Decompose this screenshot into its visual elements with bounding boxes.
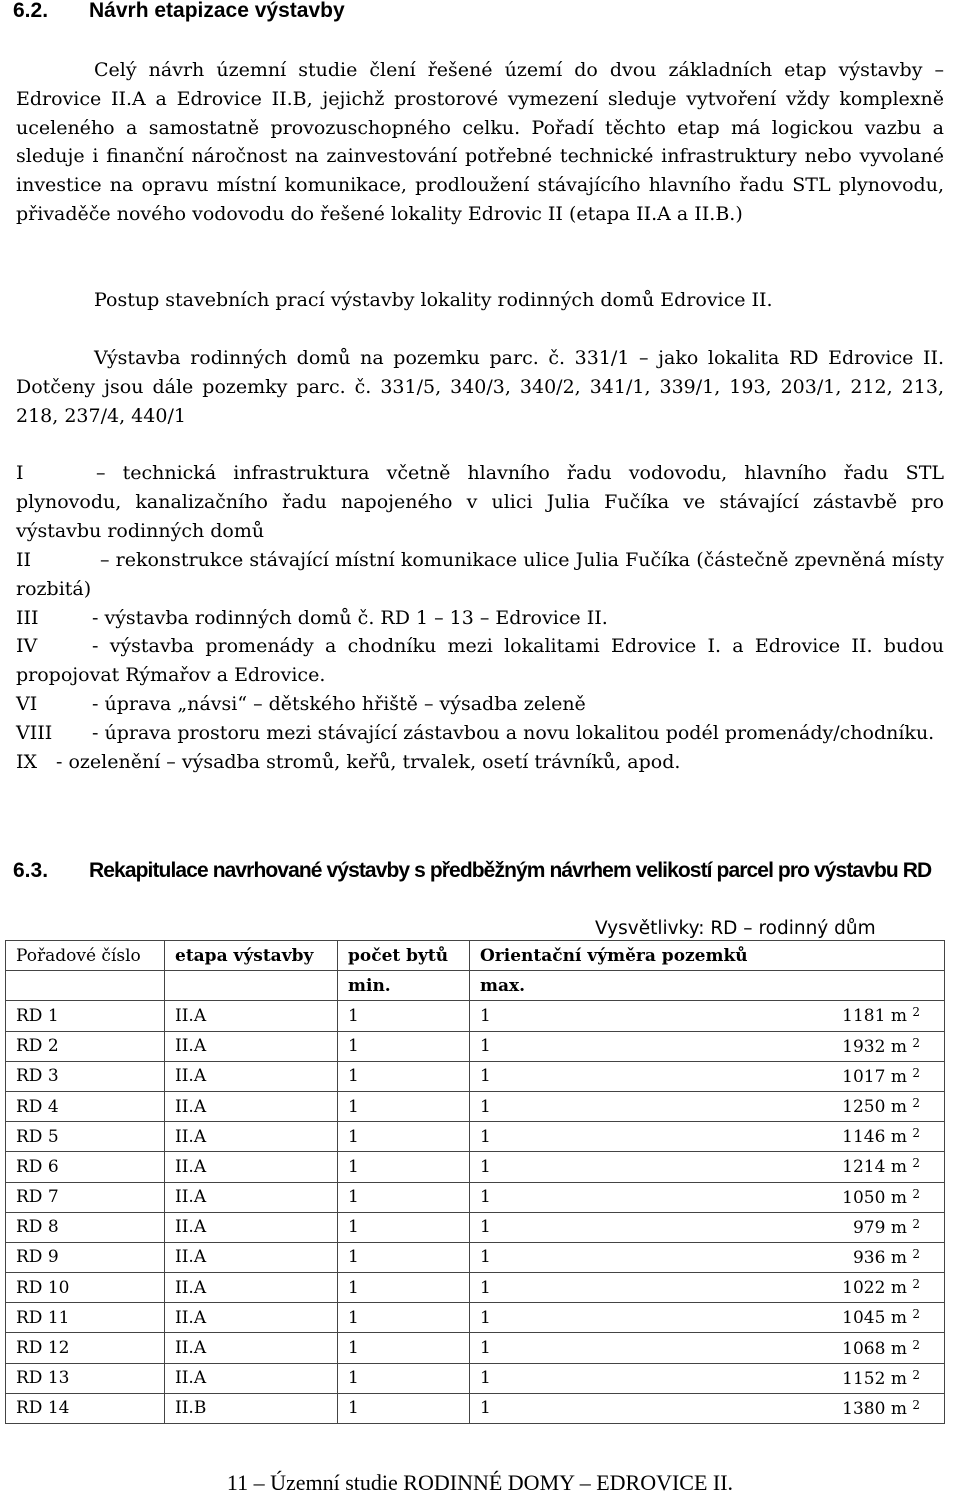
- section-number: 6.3.: [13, 859, 49, 882]
- area-unit-superscript: 2: [912, 1367, 920, 1382]
- table-cell: 1: [470, 1122, 821, 1152]
- step-text: - výstavba promenády a chodníku mezi lokalitami Edrovice I. a Edrovice II. budou propojovat Rýmařov a Edrovice.: [16, 635, 944, 687]
- list-item: [16, 546, 944, 604]
- table-cell: 1: [470, 1182, 821, 1212]
- area-value: 1045 m: [842, 1308, 907, 1329]
- table-cell: [820, 1333, 945, 1363]
- area-unit-superscript: 2: [912, 1096, 920, 1111]
- table-cell: [820, 1001, 945, 1031]
- table-cell: 1: [338, 1242, 470, 1272]
- table-row: [6, 1001, 945, 1031]
- table-cell: 1: [338, 1273, 470, 1303]
- table-cell: 1: [470, 1061, 821, 1091]
- table-subheader-cell: min.: [338, 971, 470, 1001]
- area-unit-superscript: 2: [912, 1246, 920, 1261]
- step-text: - úprava „návsi“ – dětského hřiště – výsadba zeleně: [92, 693, 586, 716]
- table-cell: 1: [338, 1122, 470, 1152]
- table-cell: II.B: [165, 1393, 338, 1423]
- table-cell: II.A: [165, 1091, 338, 1121]
- area-value: 1017 m: [842, 1066, 907, 1087]
- section-heading-6-2: [13, 0, 345, 23]
- section-title: Návrh etapizace výstavby: [89, 0, 345, 22]
- area-unit-superscript: 2: [912, 1277, 920, 1292]
- table-cell: [820, 1182, 945, 1212]
- table-cell: RD 11: [6, 1303, 165, 1333]
- parcel-paragraph: Výstavba rodinných domů na pozemku parc. č. 331/1 – jako lokalita RD Edrovice II. Dotčeny jsou dále pozemky parc. č. 331/5, 340/3, 340/2, 341/1, 339/1, 193, 203/1, 212, 213, 218, 237/4, 440/1: [16, 347, 944, 427]
- step-id: II: [16, 548, 32, 571]
- area-unit-superscript: 2: [912, 1005, 920, 1020]
- table-cell: 1: [338, 1061, 470, 1091]
- section-heading-6-3: [13, 859, 945, 883]
- section-number: 6.2.: [13, 0, 49, 22]
- table-header-cell: Orientační výměra pozemků: [470, 941, 821, 971]
- table-cell: 1: [338, 1152, 470, 1182]
- step-text: - ozelenění – výsadba stromů, keřů, trvalek, osetí trávníků, apod.: [56, 751, 681, 774]
- table-cell: II.A: [165, 1122, 338, 1152]
- area-unit-superscript: 2: [912, 1156, 920, 1171]
- area-value: 1214 m: [842, 1157, 907, 1178]
- area-value: 1152 m: [842, 1368, 907, 1389]
- table-cell: RD 5: [6, 1122, 165, 1152]
- step-id: VIII: [16, 722, 53, 745]
- area-value: 1181 m: [842, 1006, 907, 1027]
- table-subheader-cell: [165, 971, 338, 1001]
- table-cell: [820, 1091, 945, 1121]
- area-value: 979 m: [852, 1217, 907, 1238]
- table-cell: 1: [338, 1001, 470, 1031]
- step-id: VI: [16, 693, 38, 716]
- table-cell: 1: [470, 1031, 821, 1061]
- table-cell: RD 8: [6, 1212, 165, 1242]
- table-row: [6, 1152, 945, 1182]
- area-value: 1932 m: [842, 1036, 907, 1057]
- area-unit-superscript: 2: [912, 1216, 920, 1231]
- table-row: [6, 1242, 945, 1272]
- area-value: 1250 m: [842, 1097, 907, 1118]
- table-cell: 1: [470, 1303, 821, 1333]
- area-value: 936 m: [852, 1247, 907, 1268]
- table-cell: RD 4: [6, 1091, 165, 1121]
- area-unit-superscript: 2: [912, 1065, 920, 1080]
- step-text: - úprava prostoru mezi stávající zástavbou a novu lokalitou podél promenády/chodníku.: [92, 722, 935, 745]
- section-title: Rekapitulace navrhované výstavby s předběžným návrhem velikostí parcel pro výstavbu RD: [89, 859, 932, 882]
- table-cell: [820, 1273, 945, 1303]
- area-unit-superscript: 2: [912, 1307, 920, 1322]
- table-row: [6, 1273, 945, 1303]
- table-cell: 1: [470, 1152, 821, 1182]
- table-cell: II.A: [165, 1363, 338, 1393]
- table-cell: RD 2: [6, 1031, 165, 1061]
- table-cell: 1: [338, 1212, 470, 1242]
- table-cell: RD 10: [6, 1273, 165, 1303]
- step-id: I: [16, 462, 24, 484]
- parcel-paragraph-block: [16, 344, 944, 430]
- table-cell: 1: [338, 1091, 470, 1121]
- procedure-heading-text: Postup stavebních prací výstavby lokality rodinných domů Edrovice II.: [94, 289, 773, 311]
- table-header-cell: počet bytů: [338, 941, 470, 971]
- table-cell: II.A: [165, 1152, 338, 1182]
- table-cell: [820, 1031, 945, 1061]
- table-cell: 1: [470, 1242, 821, 1272]
- table-cell: [820, 1242, 945, 1272]
- table-row: [6, 1182, 945, 1212]
- table-cell: 1: [470, 1273, 821, 1303]
- table-cell: [820, 1061, 945, 1091]
- step-text: – rekonstrukce stávající místní komunikace ulice Julia Fučíka (částečně zpevněná místy rozbitá): [16, 548, 944, 600]
- table-cell: 1: [470, 1212, 821, 1242]
- page-footer: 11 – Územní studie RODINNÉ DOMY – EDROVICE II.: [226, 1470, 734, 1495]
- table-cell: RD 12: [6, 1333, 165, 1363]
- table-row: [6, 1393, 945, 1423]
- step-text: - výstavba rodinných domů č. RD 1 – 13 – Edrovice II.: [92, 606, 608, 629]
- table-cell: [820, 1212, 945, 1242]
- table-cell: 1: [338, 1031, 470, 1061]
- area-value: 1068 m: [842, 1338, 907, 1359]
- table-subheader-cell: max.: [470, 971, 821, 1001]
- area-value: 1022 m: [842, 1278, 907, 1299]
- list-item: [16, 459, 944, 546]
- table-cell: RD 6: [6, 1152, 165, 1182]
- table-cell: [820, 1122, 945, 1152]
- step-id: III: [16, 606, 39, 629]
- table-row: [6, 1122, 945, 1152]
- table-cell: 1: [338, 1363, 470, 1393]
- table-header-row: [6, 941, 945, 971]
- construction-steps-list: [16, 459, 944, 777]
- area-value: 1050 m: [842, 1187, 907, 1208]
- table-cell: RD 7: [6, 1182, 165, 1212]
- table-cell: 1: [338, 1393, 470, 1423]
- table-header-cell: Pořadové číslo: [6, 941, 165, 971]
- table-cell: 1: [338, 1333, 470, 1363]
- table-cell: II.A: [165, 1333, 338, 1363]
- parcel-table: [5, 940, 945, 1424]
- table-cell: 1: [470, 1001, 821, 1031]
- table-row: [6, 1303, 945, 1333]
- table-cell: 1: [338, 1303, 470, 1333]
- table-cell: RD 9: [6, 1242, 165, 1272]
- table-cell: II.A: [165, 1061, 338, 1091]
- table-row: [6, 1061, 945, 1091]
- area-unit-superscript: 2: [912, 1397, 920, 1412]
- area-unit-superscript: 2: [912, 1337, 920, 1352]
- intro-paragraph: Celý návrh územní studie člení řešené území do dvou základních etap výstavby – Edrovice II.A a Edrovice II.B, jejichž prostorové vymezení sleduje vytvoření vždy komplexně uceleného a samostatně provozuschopného celku. Pořadí těchto etap má logickou vazbu a sleduje i finanční náročnost na zainvestování potřebné technické infrastruktury nebo vyvolané investice na opravu místní komunikace, prodloužení stávajícího hlavního řadu STL plynovodu, přivaděče nového vodovodu do řešené lokality Edrovic II (etapa II.A a II.B.): [16, 59, 944, 225]
- area-unit-superscript: 2: [912, 1035, 920, 1050]
- area-unit-superscript: 2: [912, 1126, 920, 1141]
- list-item: [16, 632, 944, 690]
- intro-paragraph-block: [16, 56, 944, 229]
- table-cell: RD 13: [6, 1363, 165, 1393]
- legend-note: Vysvětlivky: RD – rodinný dům: [595, 918, 876, 939]
- table-header-cell: etapa výstavby: [165, 941, 338, 971]
- step-id: IX: [16, 751, 38, 774]
- table-header-cell-empty: [820, 941, 945, 971]
- table-subheader-row: [6, 971, 945, 1001]
- table-cell: RD 3: [6, 1061, 165, 1091]
- list-item: [16, 748, 944, 777]
- area-value: 1146 m: [842, 1127, 907, 1148]
- table-cell: II.A: [165, 1031, 338, 1061]
- list-item: [16, 690, 944, 719]
- table-row: [6, 1031, 945, 1061]
- table-cell: 1: [338, 1182, 470, 1212]
- list-item: [16, 719, 944, 748]
- table-cell: [820, 1303, 945, 1333]
- list-item: [16, 604, 944, 633]
- table-cell: 1: [470, 1363, 821, 1393]
- table-cell: RD 14: [6, 1393, 165, 1423]
- table-cell: RD 1: [6, 1001, 165, 1031]
- table-cell: 1: [470, 1393, 821, 1423]
- step-text: – technická infrastruktura včetně hlavního řadu vodovodu, hlavního řadu STL plynovodu, kanalizačního řadu napojeného v ulici Julia Fučíka ve stávající zástavbě pro výstavbu rodinných domů: [16, 462, 944, 542]
- table-cell: 1: [470, 1091, 821, 1121]
- table-row: [6, 1363, 945, 1393]
- table-cell: II.A: [165, 1242, 338, 1272]
- table-cell: II.A: [165, 1182, 338, 1212]
- table-cell: II.A: [165, 1303, 338, 1333]
- area-unit-superscript: 2: [912, 1186, 920, 1201]
- table-row: [6, 1212, 945, 1242]
- table-row: [6, 1091, 945, 1121]
- table-cell: II.A: [165, 1001, 338, 1031]
- construction-procedure-block: [16, 286, 944, 315]
- table-cell: [820, 1393, 945, 1423]
- table-subheader-cell: [6, 971, 165, 1001]
- table-cell: II.A: [165, 1273, 338, 1303]
- step-id: IV: [16, 635, 38, 658]
- table-cell: [820, 1363, 945, 1393]
- area-value: 1380 m: [842, 1398, 907, 1419]
- table-cell: II.A: [165, 1212, 338, 1242]
- table-cell: 1: [470, 1333, 821, 1363]
- table-subheader-cell-empty: [820, 971, 945, 1001]
- table-cell: [820, 1152, 945, 1182]
- table-row: [6, 1333, 945, 1363]
